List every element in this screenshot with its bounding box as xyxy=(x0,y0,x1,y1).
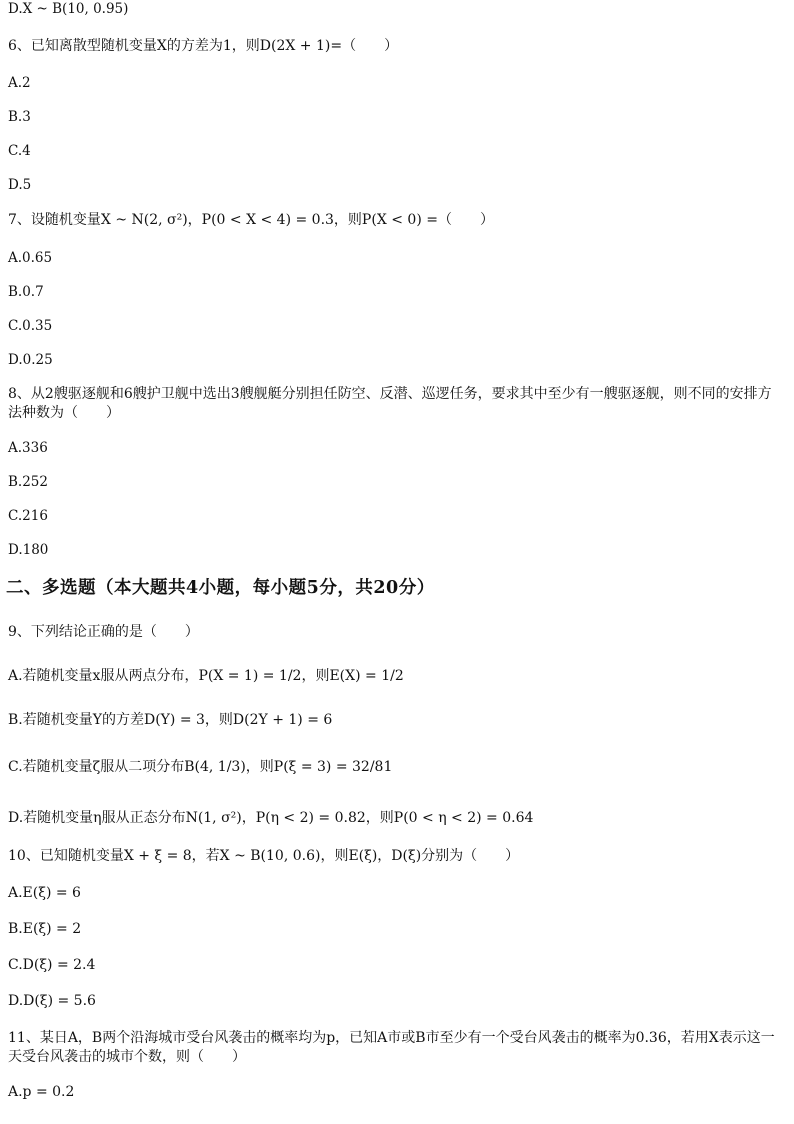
q8-option-c: C.216 xyxy=(8,508,48,524)
section-title-multiple-choice: 二、多选题（本大题共4小题，每小题5分，共20分） xyxy=(6,578,435,598)
q10-option-c: C.D(ξ) = 2.4 xyxy=(8,957,96,973)
q6-stem: 6、已知离散型随机变量X的方差为1，则D(2X + 1)=（ ） xyxy=(8,38,399,54)
q10-stem: 10、已知随机变量X + ξ = 8，若X ~ B(10, 0.6)，则E(ξ)，D(ξ)分别为（ ） xyxy=(8,848,520,864)
q9-option-c: C.若随机变量ζ服从二项分布B(4, 1/3)，则P(ξ = 3) = 32/81 xyxy=(8,759,393,775)
q9-option-d: D.若随机变量η服从正态分布N(1, σ²)，P(η < 2) = 0.82，则P(0 < η < 2) = 0.64 xyxy=(8,810,534,826)
q8-option-b: B.252 xyxy=(8,474,48,490)
q6-option-c: C.4 xyxy=(8,143,31,159)
q10-option-d: D.D(ξ) = 5.6 xyxy=(8,993,96,1009)
q7-option-d: D.0.25 xyxy=(8,352,53,368)
q9-stem: 9、下列结论正确的是（ ） xyxy=(8,624,199,640)
q7-option-b: B.0.7 xyxy=(8,284,44,300)
q6-option-a: A.2 xyxy=(8,75,31,91)
q10-option-b: B.E(ξ) = 2 xyxy=(8,921,82,937)
q9-option-b: B.若随机变量Y的方差D(Y) = 3，则D(2Y + 1) = 6 xyxy=(8,712,333,728)
q7-option-a: A.0.65 xyxy=(8,250,53,266)
q5-option-d: D.X ~ B(10, 0.95) xyxy=(8,1,129,17)
q9-option-a: A.若随机变量x服从两点分布，P(X = 1) = 1/2，则E(X) = 1/2 xyxy=(8,668,404,684)
q6-option-b: B.3 xyxy=(8,109,31,125)
q8-option-a: A.336 xyxy=(8,440,48,456)
q11-option-a: A.p = 0.2 xyxy=(8,1084,75,1100)
q10-option-a: A.E(ξ) = 6 xyxy=(8,885,81,901)
q7-stem: 7、设随机变量X ~ N(2, σ²)，P(0 < X < 4) = 0.3，则P(X < 0) =（ ） xyxy=(8,212,494,228)
q7-option-c: C.0.35 xyxy=(8,318,53,334)
q8-stem: 8、从2艘驱逐舰和6艘护卫舰中选出3艘舰艇分别担任防空、反潜、巡逻任务，要求其中至少有一艘驱逐舰，则不同的安排方法种数为（ ） xyxy=(8,386,772,421)
q11-stem: 11、某日A，B两个沿海城市受台风袭击的概率均为p，已知A市或B市至少有一个受台风袭击的概率为0.36，若用X表示这一天受台风袭击的城市个数，则（ ） xyxy=(8,1030,775,1065)
q6-option-d: D.5 xyxy=(8,177,32,193)
q8-option-d: D.180 xyxy=(8,542,49,558)
